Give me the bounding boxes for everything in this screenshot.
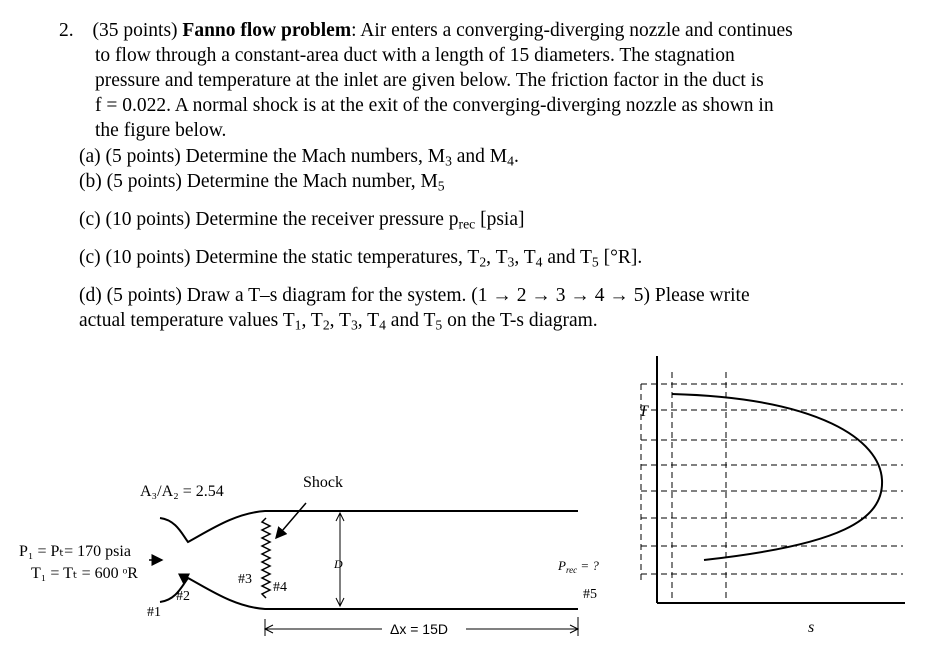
part-a-mid: and M — [451, 146, 508, 167]
station-5-label: #5 — [583, 587, 597, 602]
fanno-line-curve — [672, 394, 882, 560]
part-d-end: on the T-s diagram. — [442, 310, 598, 331]
part-b-text: (b) (5 points) Determine the Mach number, M — [79, 171, 438, 192]
part-c2-t2: , T — [486, 247, 508, 268]
problem-line-4: f = 0.022. A normal shock is at the exit of the converging-diverging nozzle as shown in — [95, 95, 774, 116]
part-d-sub4: 4 — [379, 317, 386, 333]
station-2-label: #2 — [176, 589, 190, 604]
part-d-t2: , T — [301, 310, 323, 331]
problem-line-5: the figure below. — [95, 120, 227, 141]
t-axis-label: T — [639, 403, 648, 420]
prec-equals: = ? — [577, 558, 599, 573]
part-d-text: actual temperature values T — [79, 310, 295, 331]
part-c1-text: (c) (10 points) Determine the receiver pressure p — [79, 209, 459, 230]
prec-symbol: P — [558, 558, 566, 573]
part-a-sub2: 4 — [507, 153, 514, 169]
part-c2-sub3: 4 — [535, 254, 543, 270]
part-c2-sub1: 2 — [479, 254, 487, 270]
part-a-end: . — [513, 146, 519, 167]
part-c1-sub: rec — [458, 216, 476, 232]
station-3-label: #3 — [238, 572, 252, 587]
area-ratio-label: A₃/A₂ = 2.54 — [140, 483, 224, 500]
problem-line-2: to flow through a constant-area duct with a length of 15 diameters. The stagnation — [95, 45, 735, 66]
length-label: Δx = 15D — [390, 621, 448, 637]
problem-intro: : Air enters a converging-diverging nozzle and continues — [351, 20, 793, 41]
part-c2-sub2: 3 — [507, 254, 515, 270]
part-c2-t3: , T — [514, 247, 536, 268]
part-c2-sub4: 5 — [591, 254, 599, 270]
station-1-label: #1 — [147, 605, 161, 620]
shock-label: Shock — [303, 474, 343, 491]
part-c2-text: (c) (10 points) Determine the static temperatures, T — [79, 247, 480, 268]
part-d-sub1: 1 — [294, 317, 302, 333]
part-c1-end: [psia] — [475, 209, 525, 230]
part-d-t5: and T — [385, 310, 436, 331]
station-4-label: #4 — [273, 580, 287, 595]
diameter-label: D — [334, 557, 343, 571]
part-d-t4: , T — [357, 310, 380, 331]
ts-grid — [641, 372, 903, 600]
inlet-temperature-label: T₁ = Tₜ = 600 ᵒR — [31, 565, 138, 582]
part-d-sub3: 3 — [350, 317, 358, 333]
problem-points: (35 points) — [92, 20, 178, 41]
part-d-sub5: 5 — [435, 317, 443, 333]
inlet-pressure-label: P₁ = Pₜ= 170 psia — [19, 543, 131, 560]
problem-title: Fanno flow problem — [182, 20, 352, 41]
part-b-sub1: 5 — [437, 178, 445, 194]
part-c2-end: [°R]. — [598, 247, 643, 268]
problem-number: 2. — [59, 20, 74, 41]
part-a-sub1: 3 — [445, 153, 452, 169]
problem-line-3: pressure and temperature at the inlet are given below. The friction factor in the duct is — [95, 70, 764, 91]
part-d-t3: , T — [329, 310, 351, 331]
part-d-sub2: 2 — [322, 317, 330, 333]
s-axis-label: s — [808, 619, 815, 636]
prec-subscript: rec — [565, 565, 578, 575]
part-d-line1: (d) (5 points) Draw a T–s diagram for the system. (1 → 2 → 3 → 4 → 5) Please write — [79, 285, 750, 306]
part-a-text: (a) (5 points) Determine the Mach numbers, M — [79, 146, 446, 167]
part-c2-t4: and T — [542, 247, 592, 268]
